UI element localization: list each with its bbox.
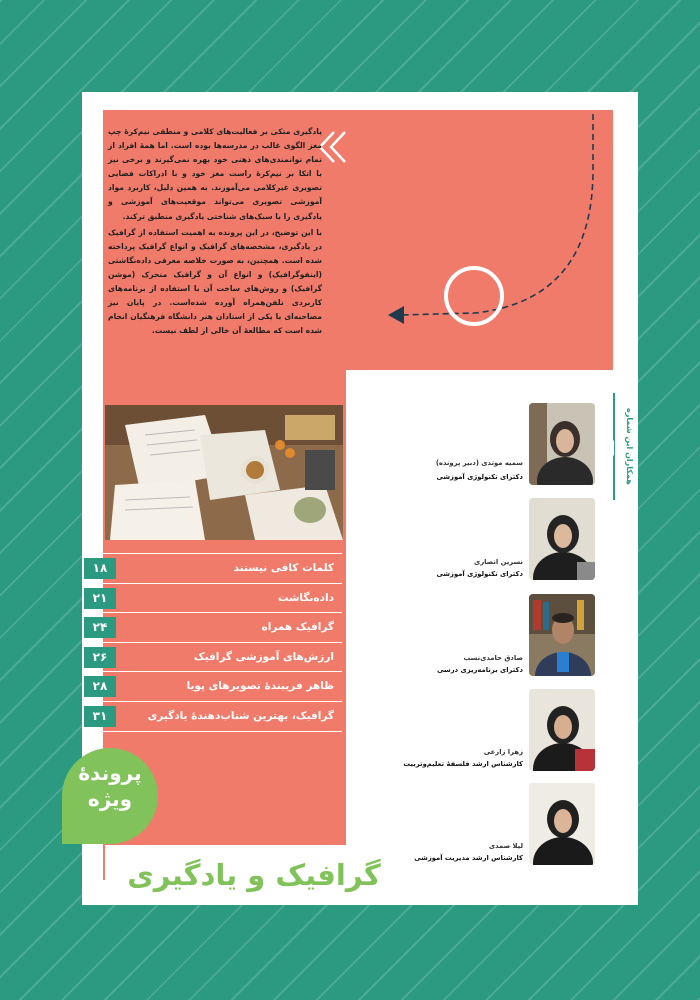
member-card: [402, 498, 595, 583]
toc-title: داده‌نگاشت: [277, 591, 334, 604]
member-name: لیلا صمدی: [488, 842, 523, 850]
badge-line-2: ویژه: [87, 787, 133, 811]
member-card: [402, 783, 595, 868]
intro-paragraph-1: یادگیری متکی بر فعالیت‌های کلامی و منطقی نیم‌کرهٔ چپ مغز الگوی غالب در مدرسه‌ها بوده است. اما همهٔ افراد از تمام توانمندی‌های ذهنی خود بهره نمی‌گیرند و برخی نیز با اتکا بر نیم‌کرهٔ راست مغز خود و با ادراکات فضایی تصویری غیرکلامی می‌آموزند. به همین دلیل، کاربرد مواد آموزشی تصویری می‌تواند موقعیت‌های آموزشی و یادگیری را با سبک‌های شناختی یادگیری منطبق ترکند.: [108, 127, 322, 221]
avatar: [529, 594, 595, 676]
member-title: دکترای برنامه‌ریزی درسی: [437, 666, 523, 674]
member-card: [402, 689, 595, 774]
toc-item[interactable]: [84, 612, 342, 642]
member-name: سمیه موتدی (دبیر پرونده): [435, 459, 523, 467]
toc-title: ارزش‌های آموزشی گرافیک: [193, 650, 334, 663]
toc-item[interactable]: [84, 553, 342, 583]
toc-title: کلمات کافی نیستند: [233, 562, 334, 574]
toc-item[interactable]: [84, 701, 342, 732]
toc-page-number: ۲۴: [84, 617, 116, 638]
intro-paragraph-2: با این توضیح، در این پرونده به اهمیت استفاده از گرافیک در یادگیری، مشخصه‌های گرافیک و انواع گرافیک پرداخته شده است. همچنین، به صورت خلاصه معرفی داده‌نگاشتی (اینفوگرافیک) و انواع آن و گرافیک متحرک (موشن گرافیک) و روش‌های ساخت آن با استفاده از برنامه‌های کاربردی تلفن‌همراه آورده شده‌است. در پایان نیز مصاحبه‌ای با یکی از استادان هنر دانشگاه فرهنگیان انجام شده است که مطالعهٔ آن خالی از لطف نیست.: [108, 227, 322, 336]
member-name: زهرا زارعی: [483, 748, 523, 756]
desk-photo: [105, 405, 343, 540]
toc-page-number: ۲۱: [84, 588, 116, 609]
toc-title: گرافیک، بهترین شتاب‌دهندهٔ یادگیری: [147, 709, 334, 722]
main-title: گرافیک و یادگیری: [127, 858, 381, 892]
arrow-head-icon: [388, 306, 404, 324]
toc-page-number: ۳۱: [84, 706, 116, 727]
badge-label: [70, 760, 150, 812]
badge-line-1: پروندهٔ: [78, 761, 142, 785]
member-name: نسرین انصاری: [473, 558, 523, 566]
toc-item[interactable]: [84, 642, 342, 672]
member-card: [402, 594, 595, 679]
toc-title: ظاهر فریبندهٔ تصویرهای پویا: [186, 680, 334, 693]
toc-item[interactable]: [84, 583, 342, 613]
avatar: [529, 689, 595, 771]
avatar: [529, 783, 595, 865]
toc-page-number: ۲۸: [84, 676, 116, 697]
member-name: صادق حامدی‌نسب: [463, 654, 523, 662]
toc-item[interactable]: [84, 671, 342, 701]
toc-page-number: ۱۸: [84, 558, 116, 579]
avatar: [529, 403, 595, 485]
member-title: دکترای تکنولوژی آموزشی: [436, 570, 523, 578]
intro-text: [108, 125, 322, 340]
toc-title: گرافیک همراه: [261, 621, 334, 634]
member-title: دکترای تکنولوژی آموزشی: [436, 473, 523, 481]
member-card: [402, 403, 595, 488]
avatar: [529, 498, 595, 580]
member-title: کارشناس ارشد فلسفهٔ تعلیم‌وتربیت: [403, 760, 523, 768]
tab-pointer-icon: [605, 440, 614, 456]
table-of-contents: [84, 553, 342, 732]
circle-outline-icon: [446, 268, 502, 324]
dashed-arrow-icon: [380, 110, 620, 340]
member-title: کارشناس ارشد مدیریت آموزشی: [414, 854, 523, 862]
collaborators-tab-label: همکاران این شماره: [625, 408, 634, 485]
toc-page-number: ۲۶: [84, 647, 116, 668]
